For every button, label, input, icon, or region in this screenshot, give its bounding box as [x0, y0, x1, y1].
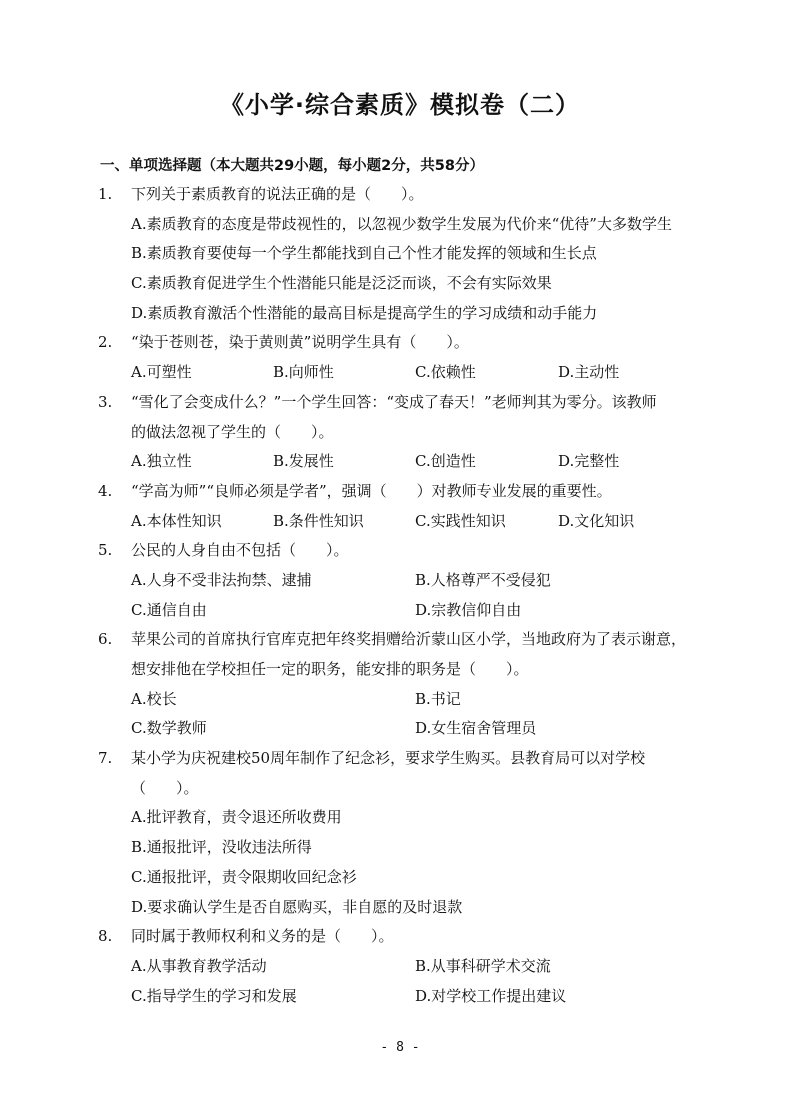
option-c: C.依赖性	[415, 363, 476, 382]
question-stem: 下列关于素质教育的说法正确的是（ ）。	[131, 185, 424, 203]
option-a: A.从事教育教学活动	[131, 956, 267, 975]
question-number: 2.	[98, 333, 113, 352]
option-b: B.发展性	[273, 452, 334, 471]
option-b: B.条件性知识	[273, 511, 364, 530]
option-b: B.向师性	[273, 363, 334, 382]
question-number: 7.	[98, 749, 113, 768]
option-d: D.对学校工作提出建议	[415, 986, 567, 1005]
question-list	[98, 180, 718, 1011]
question-1	[98, 180, 718, 210]
option-d: D.文化知识	[558, 511, 635, 530]
question-7	[98, 744, 718, 774]
question-stem: 某小学为庆祝建校50周年制作了纪念衫，要求学生购买。县教育局可以对学校	[131, 749, 646, 768]
question-stem: 苹果公司的首席执行官库克把年终奖捐赠给沂蒙山区小学，当地政府为了表示谢意，	[131, 630, 687, 649]
option-a: A.本体性知识	[131, 511, 222, 530]
option-a: A.素质教育的态度是带歧视性的，以忽视少数学生发展为代价来“优待”大多数学生	[131, 214, 672, 233]
option-b: B.通报批评，没收违法所得	[131, 838, 312, 857]
option-a: A.独立性	[131, 452, 192, 471]
option-d: D.完整性	[558, 452, 620, 471]
option-a: A.人身不受非法拘禁、逮捕	[131, 570, 312, 589]
option-d: D.宗教信仰自由	[415, 600, 522, 619]
question-stem-continued: 的做法忽视了学生的（ ）。	[131, 422, 334, 441]
question-stem-continued: 想安排他在学校担任一定的职务，能安排的职务是（ ）。	[131, 660, 529, 678]
option-d: D.要求确认学生是否自愿购买，非自愿的及时退款	[131, 897, 463, 916]
option-d: D.女生宿舍管理员	[415, 719, 537, 738]
question-number: 8.	[98, 927, 113, 946]
option-d: D.素质教育激活个性潜能的最高目标是提高学生的学习成绩和动手能力	[131, 303, 598, 322]
option-c: C.实践性知识	[415, 511, 506, 530]
question-number: 5.	[98, 541, 113, 560]
question-stem: “学高为师”“良师必须是学者”，强调（ ）对教师专业发展的重要性。	[131, 481, 612, 500]
question-3-continued	[98, 418, 718, 448]
question-number: 4.	[98, 481, 113, 500]
option-b: B.人格尊严不受侵犯	[415, 570, 551, 589]
question-5	[98, 536, 718, 566]
question-stem: 同时属于教师权利和义务的是（ ）。	[131, 927, 394, 946]
option-b: B.从事科研学术交流	[415, 956, 551, 975]
section-header: 一、单项选择题（本大题共29小题，每小题2分，共58分）	[100, 158, 484, 174]
option-d: D.主动性	[558, 363, 620, 382]
question-number: 6.	[98, 630, 113, 649]
option-b: B.素质教育要使每一个学生都能找到自己个性才能发挥的领域和生长点	[131, 244, 597, 263]
option-b: B.书记	[415, 689, 461, 708]
option-c: C.数学教师	[131, 719, 207, 738]
question-3	[98, 388, 718, 418]
question-number: 3.	[98, 392, 113, 411]
option-c: C.通信自由	[131, 600, 207, 619]
question-7-continued	[98, 774, 718, 804]
question-2	[98, 328, 718, 358]
option-c: C.指导学生的学习和发展	[131, 986, 297, 1005]
question-8	[98, 922, 718, 952]
question-6	[98, 625, 718, 655]
question-6-continued	[98, 655, 718, 685]
question-number: 1.	[98, 185, 113, 203]
question-stem: “雪化了会变成什么？”一个学生回答：“变成了春天！”老师判其为零分。该教师	[131, 392, 657, 411]
question-stem: “染于苍则苍，染于黄则黄”说明学生具有（ ）。	[131, 333, 469, 352]
page-number: - 8 -	[380, 1040, 420, 1055]
question-4	[98, 477, 718, 507]
option-c: C.素质教育促进学生个性潜能只能是泛泛而谈，不会有实际效果	[131, 274, 552, 293]
option-a: A.批评教育，责令退还所收费用	[131, 808, 342, 827]
option-c: C.通报批评，责令限期收回纪念衫	[131, 867, 357, 886]
question-stem: 公民的人身自由不包括（ ）。	[131, 541, 349, 560]
option-a: A.可塑性	[131, 363, 192, 382]
option-a: A.校长	[131, 689, 177, 708]
page-title: 《小学·综合素质》模拟卷（二）	[219, 91, 581, 119]
question-stem-continued: （ ）。	[131, 778, 199, 797]
option-c: C.创造性	[415, 452, 476, 471]
